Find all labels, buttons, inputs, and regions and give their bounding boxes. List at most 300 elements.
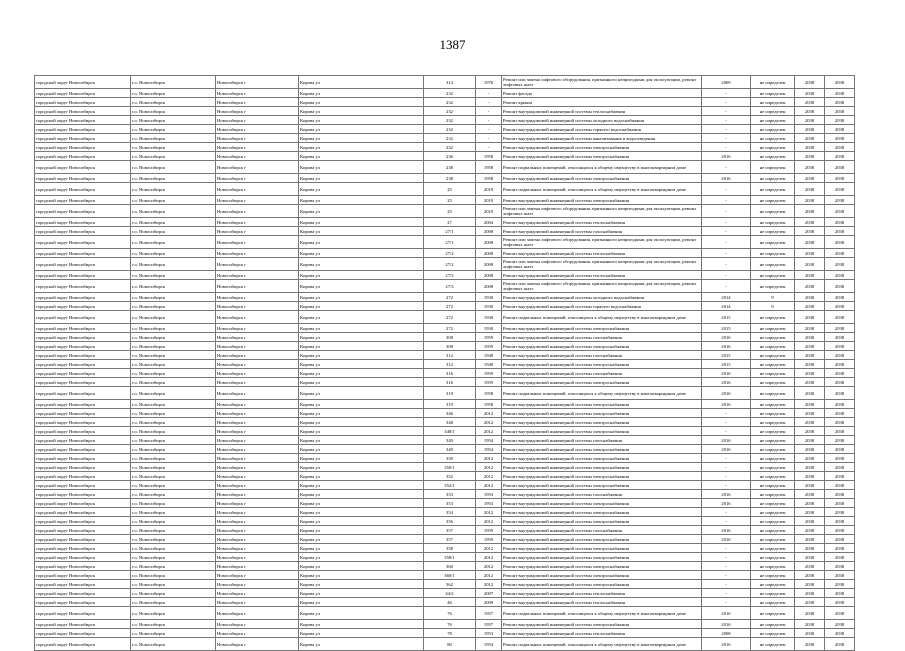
cell-locality: Новосибирск г xyxy=(216,499,299,508)
cell-work-type: Ремонт внутридомовой инженерной системы газоснабжения xyxy=(502,436,702,445)
table-row xyxy=(35,236,855,249)
cell-plan-start: 2038 xyxy=(795,183,825,196)
cell-plan-end: 2038 xyxy=(825,302,855,311)
cell-street: Кирова ул xyxy=(299,544,424,553)
cell-locality: Новосибирск г xyxy=(216,598,299,607)
cell-last-repair-year: 2015 xyxy=(702,311,751,324)
cell-locality: Новосибирск г xyxy=(216,227,299,236)
cell-last-repair-year: - xyxy=(702,454,751,463)
cell-house-number: 349 xyxy=(424,436,476,445)
cell-municipality: городской округ Новосибирск xyxy=(35,333,131,342)
cell-build-year: 2008 xyxy=(476,258,502,271)
cell-build-year: 2008 xyxy=(476,236,502,249)
cell-plan-start: 2038 xyxy=(795,620,825,629)
cell-work-type: Ремонт внутридомовой инженерной системы электроснабжения xyxy=(502,324,702,333)
cell-district: г.о. Новосибирск xyxy=(131,629,216,638)
cell-work-type: Ремонт внутридомовой инженерной системы электроснабжения xyxy=(502,481,702,490)
cell-municipality: городской округ Новосибирск xyxy=(35,629,131,638)
cell-municipality: городской округ Новосибирск xyxy=(35,378,131,387)
table-row xyxy=(35,342,855,351)
cell-house-number: 356 xyxy=(424,517,476,526)
cell-locality: Новосибирск г xyxy=(216,607,299,620)
cell-district: г.о. Новосибирск xyxy=(131,152,216,161)
cell-plan-end: 2038 xyxy=(825,418,855,427)
cell-house-number: 232 xyxy=(424,107,476,116)
cell-work-type: Ремонт подвальных помещений, относящихся к общему имуществу в многоквартирном доме xyxy=(502,607,702,620)
cell-plan-end: 2038 xyxy=(825,387,855,400)
table-row xyxy=(35,517,855,526)
cell-plan-start: 2038 xyxy=(795,360,825,369)
cell-work-type: Ремонт внутридомовой инженерной системы электроснабжения xyxy=(502,378,702,387)
cell-district: г.о. Новосибирск xyxy=(131,293,216,302)
cell-district: г.о. Новосибирск xyxy=(131,481,216,490)
cell-house-number: 25 xyxy=(424,183,476,196)
table-row xyxy=(35,409,855,418)
cell-district: г.о. Новосибирск xyxy=(131,544,216,553)
table-row xyxy=(35,218,855,227)
cell-build-year: 1930 xyxy=(476,293,502,302)
table-row xyxy=(35,311,855,324)
cell-district: г.о. Новосибирск xyxy=(131,218,216,227)
cell-municipality: городской округ Новосибирск xyxy=(35,249,131,258)
cell-district: г.о. Новосибирск xyxy=(131,472,216,481)
cell-last-repair-year: 2016 xyxy=(702,490,751,499)
cell-municipality: городской округ Новосибирск xyxy=(35,280,131,293)
cell-plan-start: 2038 xyxy=(795,544,825,553)
cell-municipality: городской округ Новосибирск xyxy=(35,499,131,508)
cell-build-year: 2012 xyxy=(476,553,502,562)
cell-municipality: городской округ Новосибирск xyxy=(35,508,131,517)
cell-municipality: городской округ Новосибирск xyxy=(35,302,131,311)
cell-house-number: 362 xyxy=(424,580,476,589)
cell-plan-start: 2038 xyxy=(795,205,825,218)
table-row xyxy=(35,293,855,302)
cell-street: Кирова ул xyxy=(299,535,424,544)
cell-plan-start: 2038 xyxy=(795,418,825,427)
cell-locality: Новосибирск г xyxy=(216,490,299,499)
cell-street: Кирова ул xyxy=(299,302,424,311)
cell-street: Кирова ул xyxy=(299,427,424,436)
cell-last-repair-year: - xyxy=(702,143,751,152)
cell-plan-start: 2038 xyxy=(795,517,825,526)
cell-wear-level: не определен xyxy=(751,107,795,116)
cell-last-repair-year: 2016 xyxy=(702,620,751,629)
cell-wear-level: не определен xyxy=(751,490,795,499)
cell-last-repair-year: 2016 xyxy=(702,387,751,400)
cell-work-type: Ремонт подвальных помещений, относящихся к общему имуществу в многоквартирном доме xyxy=(502,183,702,196)
cell-street: Кирова ул xyxy=(299,134,424,143)
cell-street: Кирова ул xyxy=(299,508,424,517)
cell-house-number: 350 xyxy=(424,454,476,463)
cell-wear-level: не определен xyxy=(751,280,795,293)
cell-house-number: 46 xyxy=(424,598,476,607)
cell-work-type: Ремонт внутридомовой инженерной системы теплоснабжения xyxy=(502,629,702,638)
cell-last-repair-year: - xyxy=(702,580,751,589)
cell-street: Кирова ул xyxy=(299,227,424,236)
cell-build-year: 1954 xyxy=(476,445,502,454)
cell-house-number: 238 xyxy=(424,174,476,183)
cell-plan-end: 2038 xyxy=(825,116,855,125)
table-row xyxy=(35,481,855,490)
cell-house-number: 78 xyxy=(424,629,476,638)
cell-house-number: 27/1 xyxy=(424,236,476,249)
cell-last-repair-year: - xyxy=(702,553,751,562)
cell-last-repair-year: - xyxy=(702,98,751,107)
cell-street: Кирова ул xyxy=(299,607,424,620)
cell-wear-level: не определен xyxy=(751,508,795,517)
cell-last-repair-year: - xyxy=(702,463,751,472)
cell-locality: Новосибирск г xyxy=(216,249,299,258)
cell-wear-level: не определен xyxy=(751,324,795,333)
cell-locality: Новосибирск г xyxy=(216,562,299,571)
cell-locality: Новосибирск г xyxy=(216,427,299,436)
cell-locality: Новосибирск г xyxy=(216,418,299,427)
table-row xyxy=(35,607,855,620)
cell-district: г.о. Новосибирск xyxy=(131,98,216,107)
table-row xyxy=(35,490,855,499)
cell-plan-start: 2038 xyxy=(795,508,825,517)
cell-last-repair-year: - xyxy=(702,116,751,125)
cell-locality: Новосибирск г xyxy=(216,387,299,400)
cell-district: г.о. Новосибирск xyxy=(131,378,216,387)
cell-work-type: Ремонт внутридомовой инженерной системы горячего водоснабжения xyxy=(502,125,702,134)
cell-work-type: Ремонт внутридомовой инженерной системы электроснабжения xyxy=(502,499,702,508)
table-row xyxy=(35,116,855,125)
cell-plan-start: 2038 xyxy=(795,436,825,445)
cell-build-year: 1958 xyxy=(476,400,502,409)
cell-street: Кирова ул xyxy=(299,152,424,161)
cell-district: г.о. Новосибирск xyxy=(131,227,216,236)
cell-last-repair-year: - xyxy=(702,236,751,249)
cell-plan-end: 2038 xyxy=(825,89,855,98)
cell-house-number: 232 xyxy=(424,98,476,107)
cell-plan-end: 2038 xyxy=(825,571,855,580)
cell-house-number: 76 xyxy=(424,620,476,629)
cell-work-type: Ремонт подвальных помещений, относящихся к общему имуществу в многоквартирном доме xyxy=(502,161,702,174)
cell-wear-level: не определен xyxy=(751,544,795,553)
cell-build-year: 1958 xyxy=(476,161,502,174)
cell-locality: Новосибирск г xyxy=(216,454,299,463)
cell-last-repair-year: 2016 xyxy=(702,174,751,183)
cell-build-year: - xyxy=(476,134,502,143)
cell-house-number: 232 xyxy=(424,134,476,143)
cell-plan-start: 2038 xyxy=(795,249,825,258)
cell-house-number: 308 xyxy=(424,342,476,351)
cell-plan-end: 2038 xyxy=(825,400,855,409)
cell-house-number: 358/1 xyxy=(424,553,476,562)
cell-plan-start: 2038 xyxy=(795,76,825,89)
cell-district: г.о. Новосибирск xyxy=(131,369,216,378)
cell-locality: Новосибирск г xyxy=(216,517,299,526)
cell-locality: Новосибирск г xyxy=(216,589,299,598)
cell-wear-level: не определен xyxy=(751,472,795,481)
cell-wear-level: не определен xyxy=(751,116,795,125)
cell-street: Кирова ул xyxy=(299,400,424,409)
cell-wear-level: не определен xyxy=(751,258,795,271)
cell-plan-end: 2038 xyxy=(825,152,855,161)
cell-district: г.о. Новосибирск xyxy=(131,517,216,526)
cell-municipality: городской округ Новосибирск xyxy=(35,418,131,427)
cell-build-year: 2008 xyxy=(476,249,502,258)
cell-last-repair-year: 2014 xyxy=(702,293,751,302)
cell-plan-start: 2038 xyxy=(795,351,825,360)
cell-house-number: 76 xyxy=(424,607,476,620)
cell-work-type: Ремонт внутридомовой инженерной системы холодного водоснабжения xyxy=(502,293,702,302)
cell-street: Кирова ул xyxy=(299,629,424,638)
cell-municipality: городской округ Новосибирск xyxy=(35,436,131,445)
cell-locality: Новосибирск г xyxy=(216,205,299,218)
cell-last-repair-year: - xyxy=(702,89,751,98)
cell-last-repair-year: 2015 xyxy=(702,324,751,333)
cell-wear-level: не определен xyxy=(751,227,795,236)
cell-build-year: 1959 xyxy=(476,342,502,351)
cell-work-type: Ремонт внутридомовой инженерной системы электроснабжения xyxy=(502,143,702,152)
cell-municipality: городской округ Новосибирск xyxy=(35,620,131,629)
table-row xyxy=(35,143,855,152)
cell-work-type: Ремонт внутридомовой инженерной системы теплоснабжения xyxy=(502,249,702,258)
cell-build-year: 2012 xyxy=(476,544,502,553)
cell-wear-level: 9 xyxy=(751,293,795,302)
cell-last-repair-year: - xyxy=(702,472,751,481)
cell-municipality: городской округ Новосибирск xyxy=(35,98,131,107)
cell-district: г.о. Новосибирск xyxy=(131,324,216,333)
capital-repair-table xyxy=(34,75,855,651)
cell-municipality: городской округ Новосибирск xyxy=(35,324,131,333)
cell-plan-end: 2038 xyxy=(825,183,855,196)
cell-street: Кирова ул xyxy=(299,271,424,280)
cell-district: г.о. Новосибирск xyxy=(131,236,216,249)
cell-municipality: городской округ Новосибирск xyxy=(35,481,131,490)
table-row xyxy=(35,598,855,607)
cell-wear-level: не определен xyxy=(751,562,795,571)
table-row xyxy=(35,249,855,258)
cell-house-number: 272 xyxy=(424,293,476,302)
cell-district: г.о. Новосибирск xyxy=(131,490,216,499)
cell-build-year: 2012 xyxy=(476,571,502,580)
cell-house-number: 349 xyxy=(424,445,476,454)
cell-plan-start: 2038 xyxy=(795,472,825,481)
cell-locality: Новосибирск г xyxy=(216,378,299,387)
cell-last-repair-year: - xyxy=(702,125,751,134)
cell-wear-level: не определен xyxy=(751,454,795,463)
cell-plan-start: 2038 xyxy=(795,598,825,607)
cell-municipality: городской округ Новосибирск xyxy=(35,409,131,418)
cell-plan-end: 2038 xyxy=(825,236,855,249)
cell-plan-end: 2038 xyxy=(825,311,855,324)
cell-plan-end: 2038 xyxy=(825,351,855,360)
cell-plan-end: 2038 xyxy=(825,580,855,589)
cell-locality: Новосибирск г xyxy=(216,98,299,107)
cell-work-type: Ремонт внутридомовой инженерной системы электроснабжения xyxy=(502,174,702,183)
cell-house-number: 232 xyxy=(424,125,476,134)
cell-house-number: 316 xyxy=(424,378,476,387)
table-row xyxy=(35,535,855,544)
cell-plan-end: 2038 xyxy=(825,427,855,436)
table-row xyxy=(35,98,855,107)
cell-street: Кирова ул xyxy=(299,196,424,205)
cell-house-number: 314 xyxy=(424,76,476,89)
cell-plan-end: 2038 xyxy=(825,499,855,508)
cell-work-type: Ремонт внутридомовой инженерной системы теплоснабжения xyxy=(502,598,702,607)
cell-locality: Новосибирск г xyxy=(216,280,299,293)
cell-street: Кирова ул xyxy=(299,342,424,351)
cell-work-type: Ремонт внутридомовой инженерной системы электроснабжения xyxy=(502,360,702,369)
cell-last-repair-year: - xyxy=(702,571,751,580)
cell-house-number: 44/2 xyxy=(424,589,476,598)
cell-locality: Новосибирск г xyxy=(216,553,299,562)
cell-street: Кирова ул xyxy=(299,378,424,387)
cell-last-repair-year: - xyxy=(702,562,751,571)
cell-last-repair-year: - xyxy=(702,589,751,598)
cell-municipality: городской округ Новосибирск xyxy=(35,400,131,409)
cell-wear-level: не определен xyxy=(751,196,795,205)
cell-street: Кирова ул xyxy=(299,76,424,89)
cell-plan-end: 2038 xyxy=(825,227,855,236)
cell-house-number: 357 xyxy=(424,535,476,544)
cell-build-year: 2007 xyxy=(476,589,502,598)
cell-last-repair-year: - xyxy=(702,107,751,116)
table-row xyxy=(35,369,855,378)
table-row xyxy=(35,620,855,629)
cell-plan-start: 2038 xyxy=(795,409,825,418)
cell-plan-start: 2038 xyxy=(795,258,825,271)
cell-district: г.о. Новосибирск xyxy=(131,445,216,454)
cell-municipality: городской округ Новосибирск xyxy=(35,598,131,607)
cell-build-year: 1958 xyxy=(476,174,502,183)
cell-street: Кирова ул xyxy=(299,218,424,227)
cell-district: г.о. Новосибирск xyxy=(131,638,216,651)
cell-street: Кирова ул xyxy=(299,107,424,116)
table-row xyxy=(35,508,855,517)
cell-municipality: городской округ Новосибирск xyxy=(35,454,131,463)
cell-plan-start: 2038 xyxy=(795,236,825,249)
cell-street: Кирова ул xyxy=(299,418,424,427)
table-row xyxy=(35,445,855,454)
cell-street: Кирова ул xyxy=(299,369,424,378)
cell-municipality: городской округ Новосибирск xyxy=(35,107,131,116)
cell-work-type: Ремонт внутридомовой инженерной системы электроснабжения xyxy=(502,553,702,562)
cell-house-number: 272 xyxy=(424,311,476,324)
cell-last-repair-year: 2016 xyxy=(702,436,751,445)
cell-last-repair-year: - xyxy=(702,427,751,436)
cell-build-year: 2012 xyxy=(476,418,502,427)
cell-locality: Новосибирск г xyxy=(216,333,299,342)
cell-district: г.о. Новосибирск xyxy=(131,580,216,589)
cell-house-number: 360/1 xyxy=(424,571,476,580)
cell-locality: Новосибирск г xyxy=(216,76,299,89)
table-row xyxy=(35,562,855,571)
table-row xyxy=(35,152,855,161)
cell-last-repair-year: - xyxy=(702,134,751,143)
cell-street: Кирова ул xyxy=(299,638,424,651)
cell-build-year: 2012 xyxy=(476,472,502,481)
cell-district: г.о. Новосибирск xyxy=(131,454,216,463)
cell-locality: Новосибирск г xyxy=(216,620,299,629)
cell-street: Кирова ул xyxy=(299,387,424,400)
cell-last-repair-year: - xyxy=(702,508,751,517)
cell-build-year: 2012 xyxy=(476,562,502,571)
cell-district: г.о. Новосибирск xyxy=(131,107,216,116)
cell-street: Кирова ул xyxy=(299,553,424,562)
cell-district: г.о. Новосибирск xyxy=(131,463,216,472)
cell-wear-level: не определен xyxy=(751,418,795,427)
cell-locality: Новосибирск г xyxy=(216,472,299,481)
cell-locality: Новосибирск г xyxy=(216,174,299,183)
cell-street: Кирова ул xyxy=(299,472,424,481)
cell-district: г.о. Новосибирск xyxy=(131,76,216,89)
cell-build-year: 2004 xyxy=(476,218,502,227)
cell-plan-end: 2038 xyxy=(825,620,855,629)
cell-district: г.о. Новосибирск xyxy=(131,280,216,293)
cell-work-type: Ремонт или замена лифтового оборудования, признанного непригодным для эксплуатации, ремонт лифтовых шахт xyxy=(502,280,702,293)
cell-work-type: Ремонт внутридомовой инженерной системы электроснабжения xyxy=(502,342,702,351)
cell-last-repair-year: - xyxy=(702,227,751,236)
cell-locality: Новосибирск г xyxy=(216,445,299,454)
table-row xyxy=(35,271,855,280)
cell-wear-level: не определен xyxy=(751,351,795,360)
cell-plan-end: 2038 xyxy=(825,589,855,598)
cell-build-year: 1930 xyxy=(476,311,502,324)
cell-work-type: Ремонт внутридомовой инженерной системы газоснабжения xyxy=(502,227,702,236)
cell-work-type: Ремонт внутридомовой инженерной системы теплоснабжения xyxy=(502,589,702,598)
cell-plan-start: 2038 xyxy=(795,324,825,333)
cell-work-type: Ремонт внутридомовой инженерной системы электроснабжения xyxy=(502,196,702,205)
cell-wear-level: не определен xyxy=(751,400,795,409)
cell-plan-start: 2038 xyxy=(795,387,825,400)
cell-plan-end: 2038 xyxy=(825,463,855,472)
cell-house-number: 348/1 xyxy=(424,427,476,436)
cell-plan-start: 2038 xyxy=(795,638,825,651)
cell-last-repair-year: 2016 xyxy=(702,535,751,544)
cell-house-number: 80 xyxy=(424,638,476,651)
cell-plan-end: 2038 xyxy=(825,490,855,499)
cell-house-number: 308 xyxy=(424,333,476,342)
cell-build-year: 1957 xyxy=(476,607,502,620)
table-row xyxy=(35,463,855,472)
cell-street: Кирова ул xyxy=(299,620,424,629)
cell-house-number: 232 xyxy=(424,89,476,98)
cell-wear-level: не определен xyxy=(751,143,795,152)
cell-municipality: городской округ Новосибирск xyxy=(35,553,131,562)
cell-street: Кирова ул xyxy=(299,161,424,174)
cell-plan-end: 2038 xyxy=(825,517,855,526)
cell-house-number: 357 xyxy=(424,526,476,535)
cell-plan-end: 2038 xyxy=(825,342,855,351)
table-row xyxy=(35,638,855,651)
cell-build-year: 2012 xyxy=(476,481,502,490)
cell-street: Кирова ул xyxy=(299,333,424,342)
cell-wear-level: не определен xyxy=(751,134,795,143)
table-row xyxy=(35,196,855,205)
cell-work-type: Ремонт подвальных помещений, относящихся к общему имуществу в многоквартирном доме xyxy=(502,387,702,400)
cell-street: Кирова ул xyxy=(299,125,424,134)
cell-wear-level: не определен xyxy=(751,342,795,351)
cell-plan-start: 2038 xyxy=(795,400,825,409)
cell-plan-start: 2038 xyxy=(795,490,825,499)
table-row xyxy=(35,324,855,333)
cell-work-type: Ремонт внутридомовой инженерной системы электроснабжения xyxy=(502,400,702,409)
cell-district: г.о. Новосибирск xyxy=(131,174,216,183)
cell-street: Кирова ул xyxy=(299,183,424,196)
cell-district: г.о. Новосибирск xyxy=(131,589,216,598)
cell-district: г.о. Новосибирск xyxy=(131,409,216,418)
cell-work-type: Ремонт внутридомовой инженерной системы электроснабжения xyxy=(502,620,702,629)
cell-street: Кирова ул xyxy=(299,236,424,249)
cell-wear-level: не определен xyxy=(751,369,795,378)
cell-street: Кирова ул xyxy=(299,205,424,218)
cell-street: Кирова ул xyxy=(299,517,424,526)
cell-build-year: - xyxy=(476,89,502,98)
